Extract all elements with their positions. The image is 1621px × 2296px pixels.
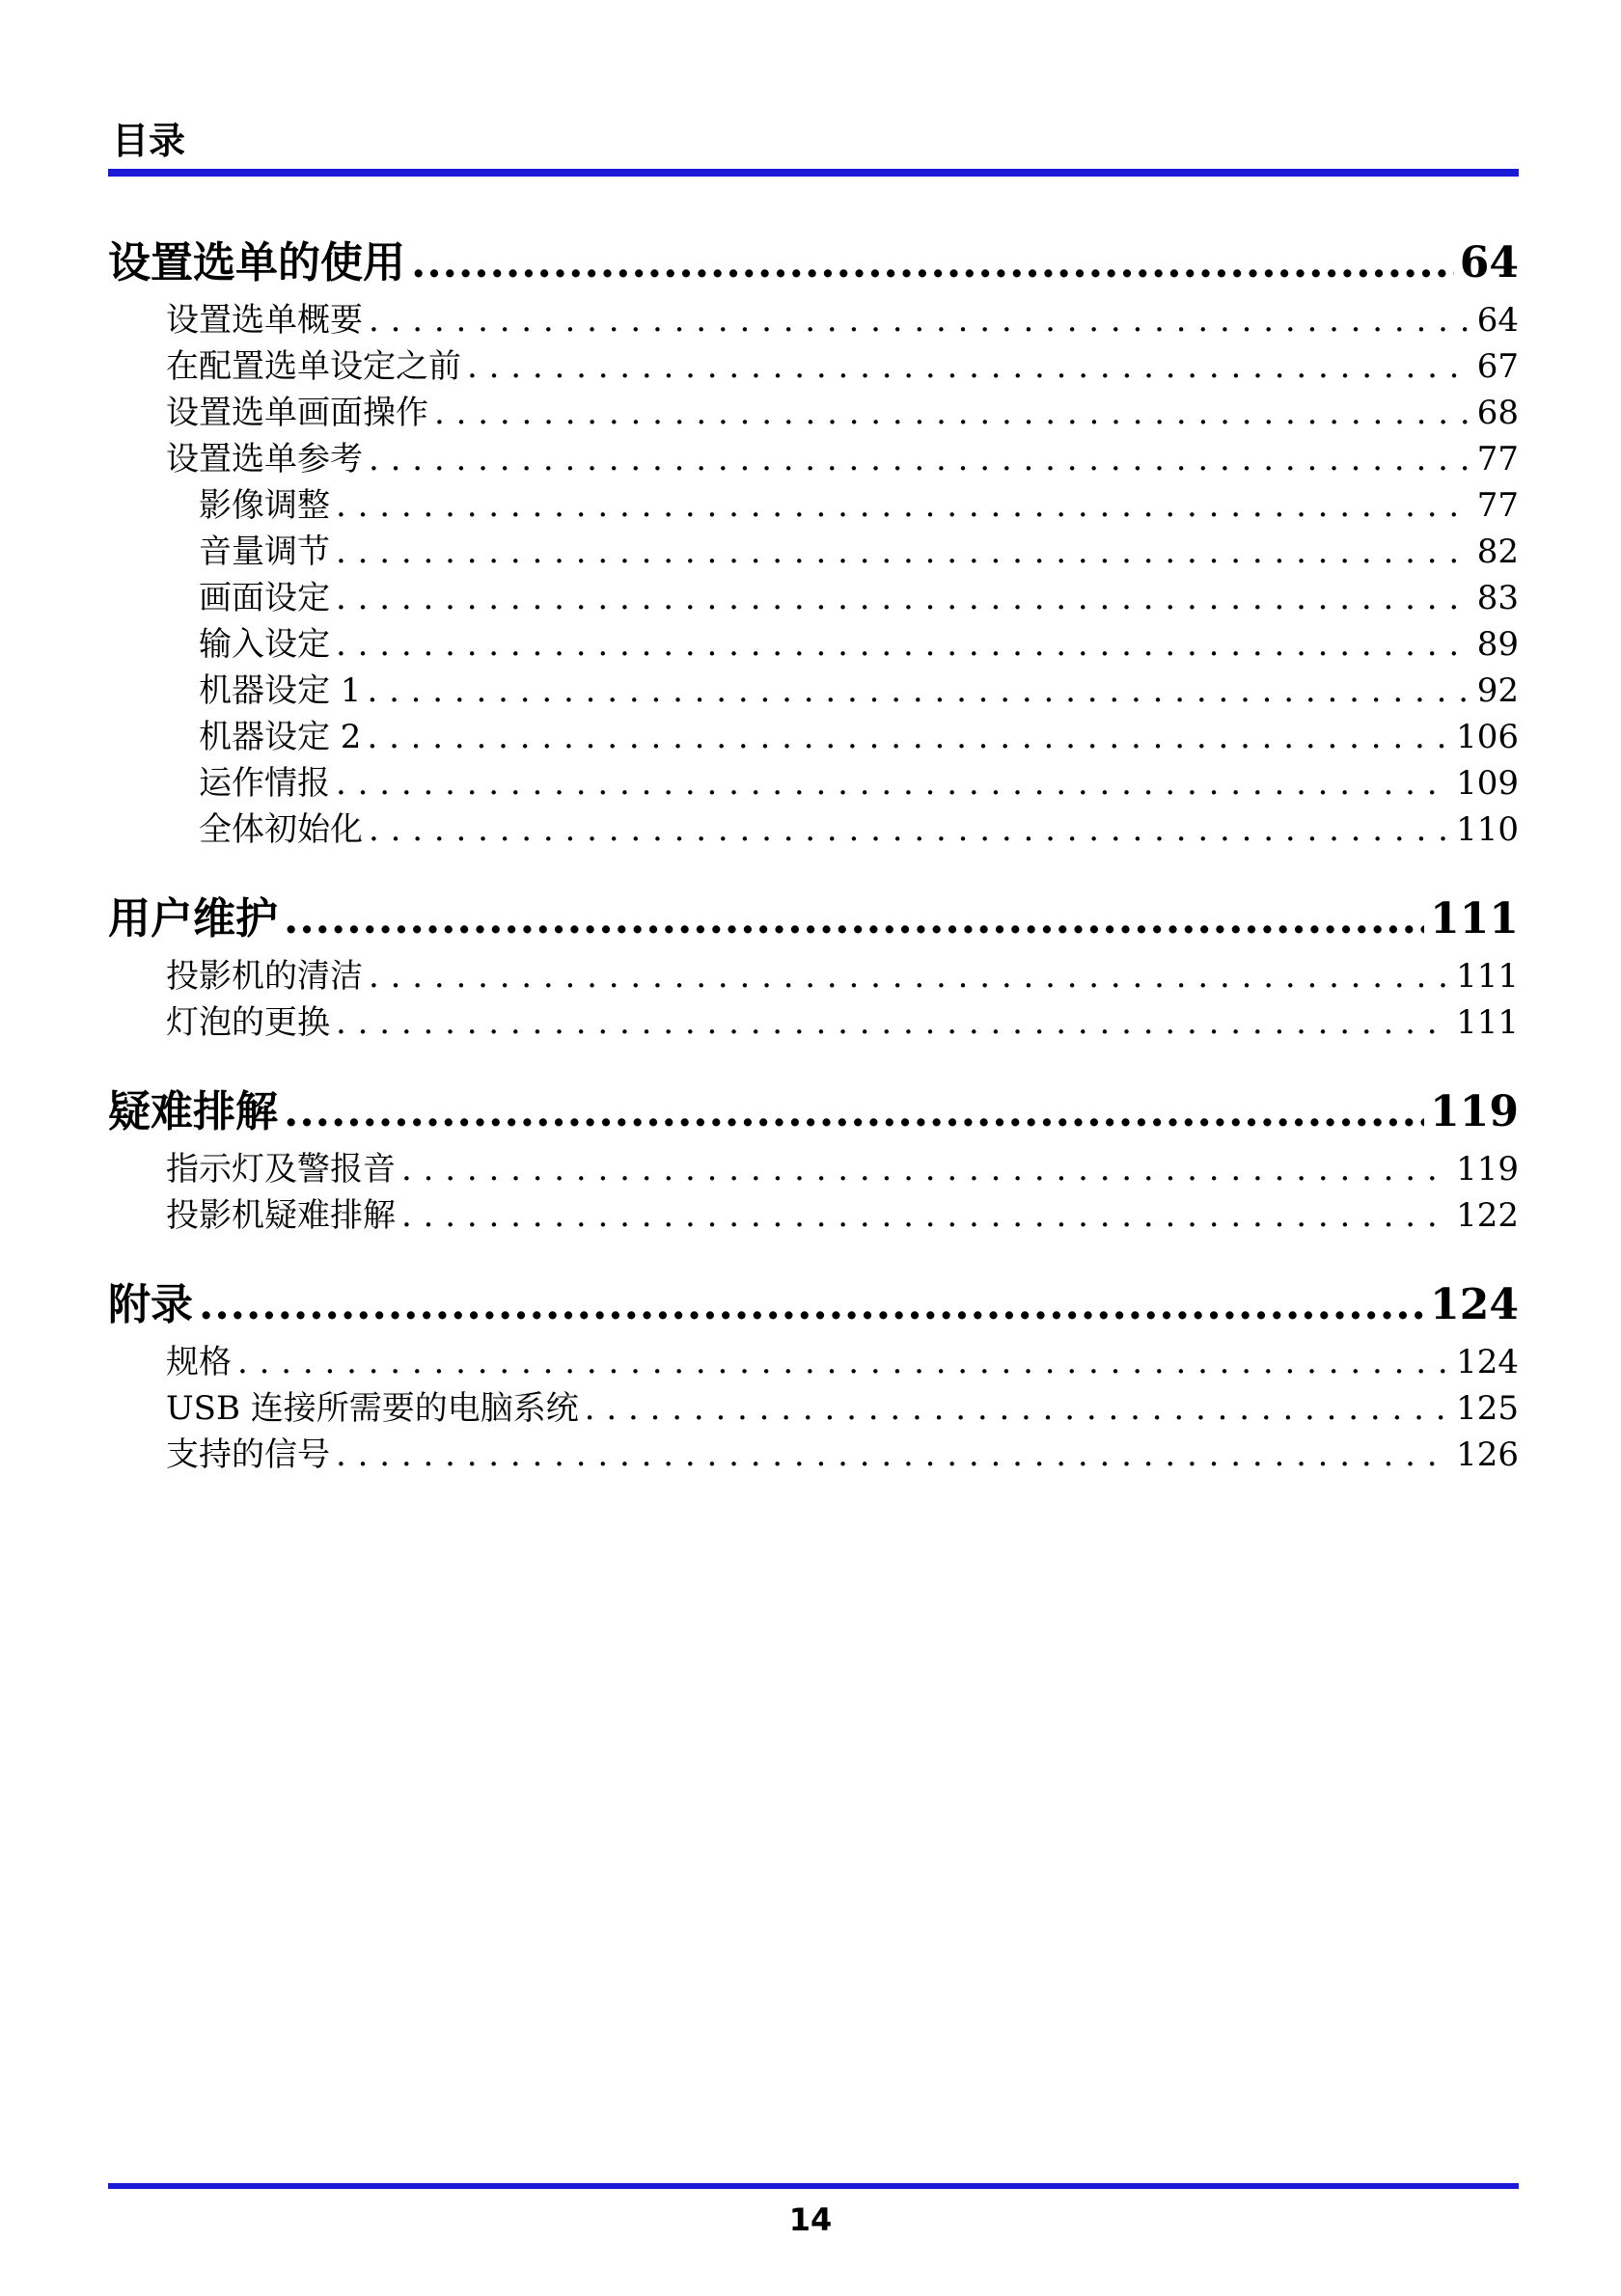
toc-entry-page: 126 [1456, 1435, 1519, 1474]
toc-entry-page: 68 [1476, 394, 1519, 432]
toc-entry-label: USB 连接所需要的电脑系统 [166, 1389, 579, 1428]
toc-chapter-entry[interactable] [108, 1079, 1519, 1146]
toc-chapter-title: 用户维护 [108, 894, 278, 943]
toc-entry[interactable] [108, 1339, 1519, 1385]
toc-entry[interactable] [108, 1146, 1519, 1192]
dot-leader [467, 343, 1471, 390]
toc-entry[interactable] [108, 1385, 1519, 1432]
toc-section [108, 1079, 1519, 1239]
toc-subentry[interactable] [108, 668, 1519, 714]
dot-leader [336, 529, 1471, 575]
dot-leader [369, 806, 1450, 853]
toc-entry-page: 111 [1456, 1003, 1519, 1042]
toc-chapter-entry[interactable] [108, 886, 1519, 953]
toc-entry-page: 106 [1456, 718, 1519, 756]
toc-entry[interactable] [108, 343, 1519, 390]
toc-entry-page: 124 [1456, 1343, 1519, 1381]
dot-leader [367, 668, 1470, 714]
toc-entry-label: 设置选单参考 [166, 440, 363, 478]
toc-chapter-page: 119 [1430, 1087, 1519, 1136]
toc-subentry[interactable] [108, 482, 1519, 529]
toc-chapter-title: 附录 [108, 1280, 193, 1329]
toc-entry-page: 77 [1476, 440, 1519, 478]
dot-leader [369, 297, 1471, 343]
toc-entry[interactable] [108, 953, 1519, 999]
dot-leader [336, 1432, 1450, 1478]
toc-entry-label: 运作情报 [199, 764, 330, 803]
dot-leader [585, 1385, 1450, 1432]
toc-chapter-entry[interactable] [108, 1271, 1519, 1339]
toc-entry-label: 投影机疑难排解 [166, 1196, 396, 1235]
dot-leader [336, 999, 1450, 1046]
toc-entry-label: 支持的信号 [166, 1435, 330, 1474]
header-rule [108, 169, 1519, 177]
toc-chapter-page: 124 [1430, 1280, 1519, 1329]
toc-entry-page: 92 [1476, 671, 1519, 710]
toc-entry-label: 设置选单概要 [166, 301, 363, 340]
toc-entry[interactable] [108, 297, 1519, 343]
toc-entry-page: 111 [1456, 957, 1519, 996]
toc-section [108, 230, 1519, 853]
toc-entry[interactable] [108, 436, 1519, 482]
dot-leader [336, 760, 1450, 806]
toc-subentry[interactable] [108, 575, 1519, 621]
toc-entry-page: 77 [1476, 486, 1519, 525]
toc-subentry[interactable] [108, 714, 1519, 760]
toc-entry-label: 全体初始化 [199, 810, 363, 849]
toc-subentry[interactable] [108, 760, 1519, 806]
toc-chapter-title: 设置选单的使用 [108, 238, 405, 287]
toc-subentry[interactable] [108, 621, 1519, 668]
toc-entry-label: 机器设定 2 [199, 718, 362, 756]
toc-entry-page: 109 [1456, 764, 1519, 803]
dot-leader [369, 436, 1471, 482]
toc-entry-label: 指示灯及警报音 [166, 1150, 396, 1189]
toc-entry-page: 67 [1476, 347, 1519, 386]
dot-leader [401, 1146, 1450, 1192]
toc-section [108, 886, 1519, 1046]
toc-chapter-title: 疑难排解 [108, 1087, 278, 1136]
toc-entry-label: 在配置选单设定之前 [166, 347, 461, 386]
dot-leader [369, 953, 1450, 999]
toc-entry-page: 83 [1476, 579, 1519, 617]
dot-leader [237, 1339, 1450, 1385]
toc-entry[interactable] [108, 390, 1519, 436]
toc-entry[interactable] [108, 999, 1519, 1046]
toc-chapter-page: 111 [1430, 894, 1519, 943]
toc-entry-page: 64 [1476, 301, 1519, 340]
dot-leader [199, 1271, 1424, 1339]
page-number: 14 [788, 2201, 833, 2238]
toc-entry-page: 122 [1456, 1196, 1519, 1235]
toc-entry-label: 音量调节 [199, 533, 330, 571]
toc-entry-label: 影像调整 [199, 486, 330, 525]
dot-leader [284, 886, 1424, 953]
toc-chapter-entry[interactable] [108, 230, 1519, 297]
dot-leader [336, 575, 1471, 621]
dot-leader [401, 1192, 1450, 1239]
page-header-title: 目录 [112, 120, 186, 162]
toc-entry-label: 输入设定 [199, 625, 330, 664]
toc-entry-label: 机器设定 1 [199, 671, 362, 710]
toc-subentry[interactable] [108, 806, 1519, 853]
toc-entry-page: 110 [1456, 810, 1519, 849]
dot-leader [336, 621, 1471, 668]
dot-leader [434, 390, 1471, 436]
toc-entry-page: 89 [1476, 625, 1519, 664]
toc-entry-page: 119 [1456, 1150, 1519, 1189]
toc-entry-label: 灯泡的更换 [166, 1003, 330, 1042]
table-of-contents [108, 230, 1519, 1511]
dot-leader [411, 230, 1454, 297]
toc-entry-label: 规格 [166, 1343, 232, 1381]
toc-entry-label: 投影机的清洁 [166, 957, 363, 996]
toc-chapter-page: 64 [1459, 238, 1519, 287]
dot-leader [367, 714, 1450, 760]
toc-subentry[interactable] [108, 529, 1519, 575]
toc-entry-page: 125 [1456, 1389, 1519, 1428]
toc-entry-label: 画面设定 [199, 579, 330, 617]
footer-rule [108, 2183, 1519, 2189]
toc-entry-label: 设置选单画面操作 [166, 394, 428, 432]
toc-entry[interactable] [108, 1192, 1519, 1239]
dot-leader [284, 1079, 1424, 1146]
toc-entry-page: 82 [1476, 533, 1519, 571]
toc-entry[interactable] [108, 1432, 1519, 1478]
toc-section [108, 1271, 1519, 1478]
dot-leader [336, 482, 1471, 529]
